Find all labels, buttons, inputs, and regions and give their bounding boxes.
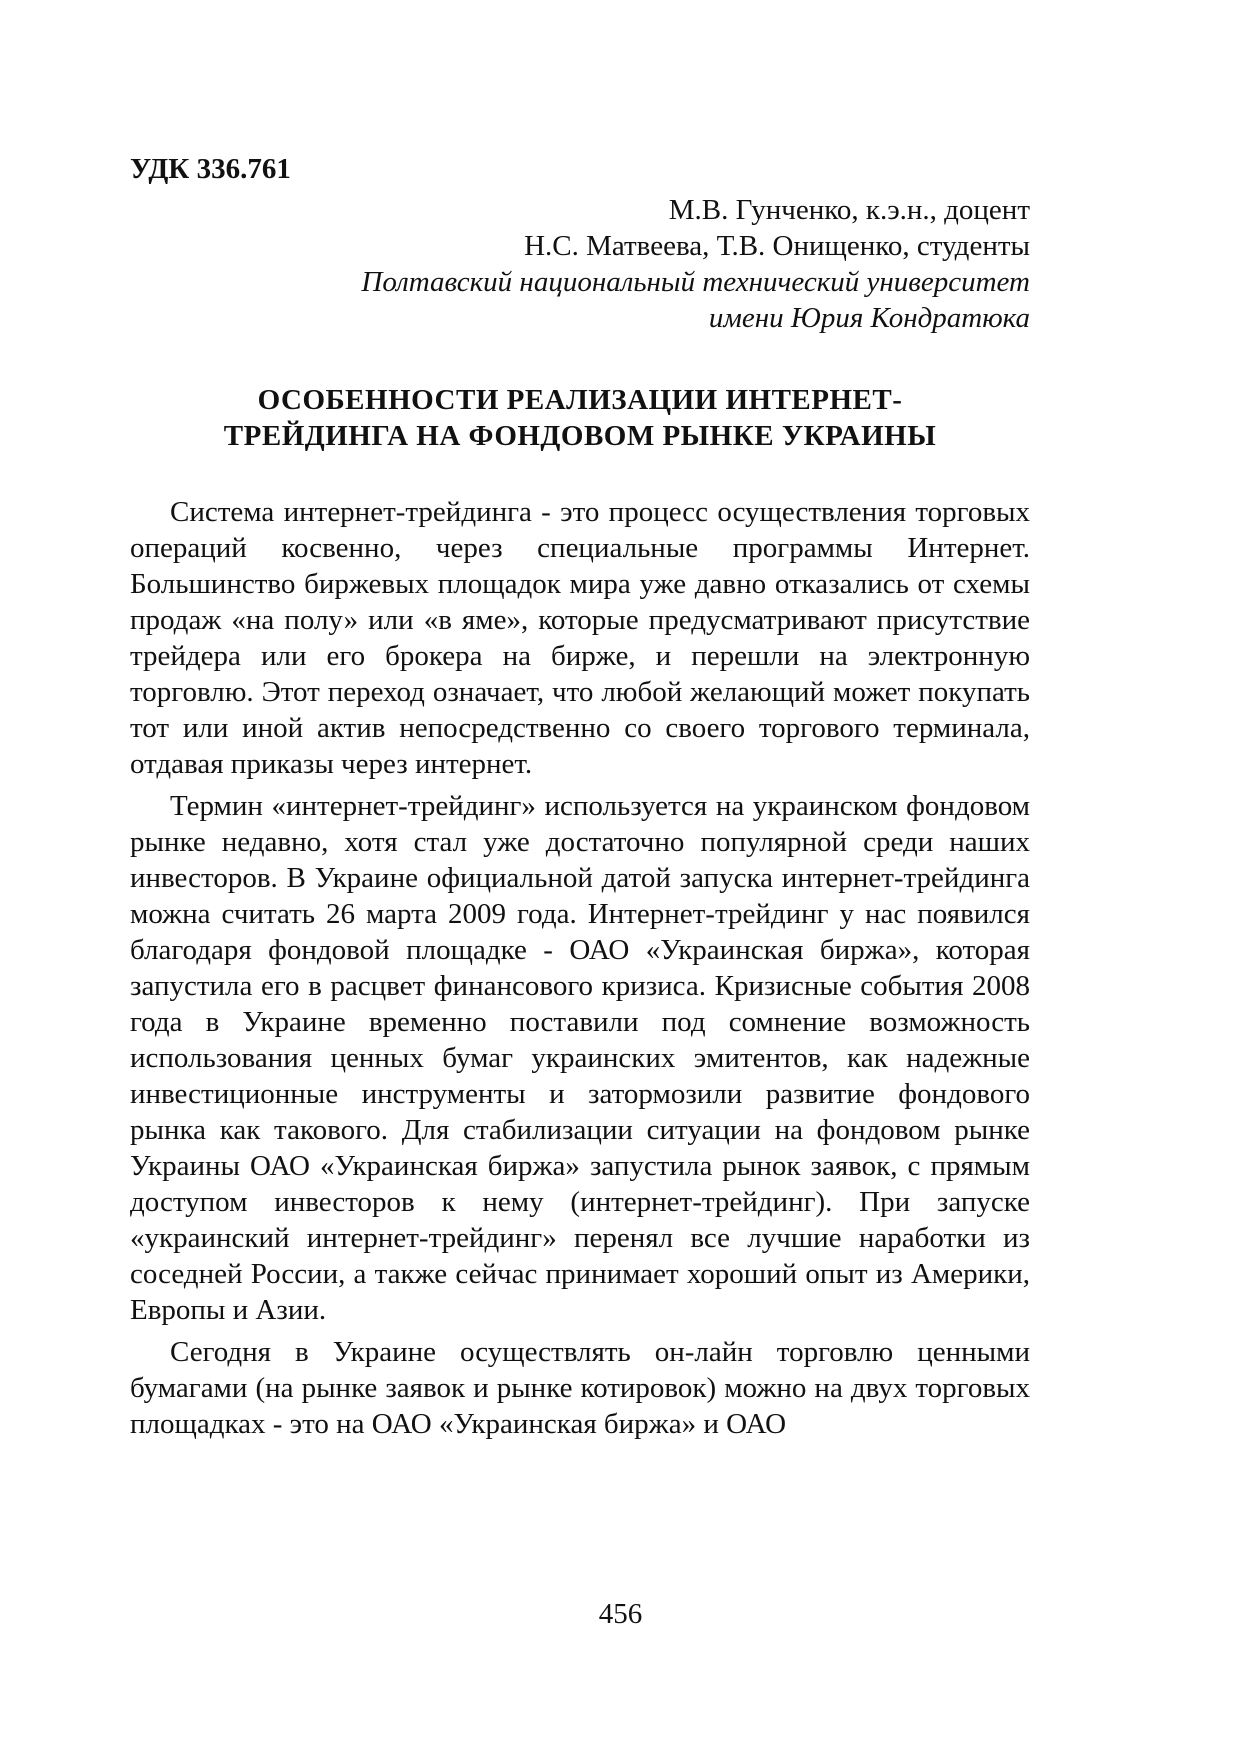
author-line-2: Н.С. Матвеева, Т.В. Онищенко, студенты [524, 230, 1030, 262]
article-title [130, 382, 1030, 454]
title-line-2: ТРЕЙДИНГА НА ФОНДОВОМ РЫНКЕ УКРАИНЫ [223, 420, 937, 452]
author-block [130, 192, 1030, 336]
document-page [130, 150, 1030, 1448]
udk-code: УДК 336.761 [130, 153, 291, 185]
institution-line-1: Полтавский национальный технический университет [361, 266, 1030, 298]
author-line-1: М.В. Гунченко, к.э.н., доцент [668, 194, 1030, 226]
article-body [130, 494, 1030, 1442]
paragraph-1: Система интернет-трейдинга - это процесс осуществления торговых операций косвенно, через специальные программы Интернет. Большинство биржевых площадок мира уже давно отказались от схемы продаж «на полу» или «в яме», которые предусматривают присутствие трейдера или его брокера на бирже, и перешли на электронную торговлю. Этот переход означает, что любой желающий может покупать тот или иной актив непосредственно со своего торгового терминала, отдавая приказы через интернет. [130, 496, 1030, 780]
page-number: 456 [598, 1598, 643, 1630]
paragraph-3: Сегодня в Украине осуществлять он-лайн торговлю ценными бумагами (на рынке заявок и рынке котировок) можно на двух торговых площадках - это на ОАО «Украинская биржа» и ОАО [130, 1336, 1030, 1440]
institution-line-2: имени Юрия Кондратюка [708, 302, 1030, 334]
paragraph-2: Термин «интернет-трейдинг» используется на украинском фондовом рынке недавно, хотя стал уже достаточно популярной среди наших инвесторов. В Украине официальной датой запуска интернет-трейдинга можна считать 26 марта 2009 года. Интернет-трейдинг у нас появился благодаря фондовой площадке - ОАО «Украинская биржа», которая запустила его в расцвет финансового кризиса. Кризисные события 2008 года в Украине временно поставили под сомнение возможность использования ценных бумаг украинских эмитентов, как надежные инвестиционные инструменты и затормозили развитие фондового рынка как такового. Для стабилизации ситуации на фондовом рынке Украины ОАО «Украинская биржа» запустила рынок заявок, с прямым доступом инвесторов к нему (интернет-трейдинг). При запуске «украинский интернет-трейдинг» перенял все лучшие наработки из соседней России, а также сейчас принимает хороший опыт из Америки, Европы и Азии. [130, 790, 1030, 1326]
title-line-1: ОСОБЕННОСТИ РЕАЛИЗАЦИИ ИНТЕРНЕТ- [257, 384, 903, 416]
